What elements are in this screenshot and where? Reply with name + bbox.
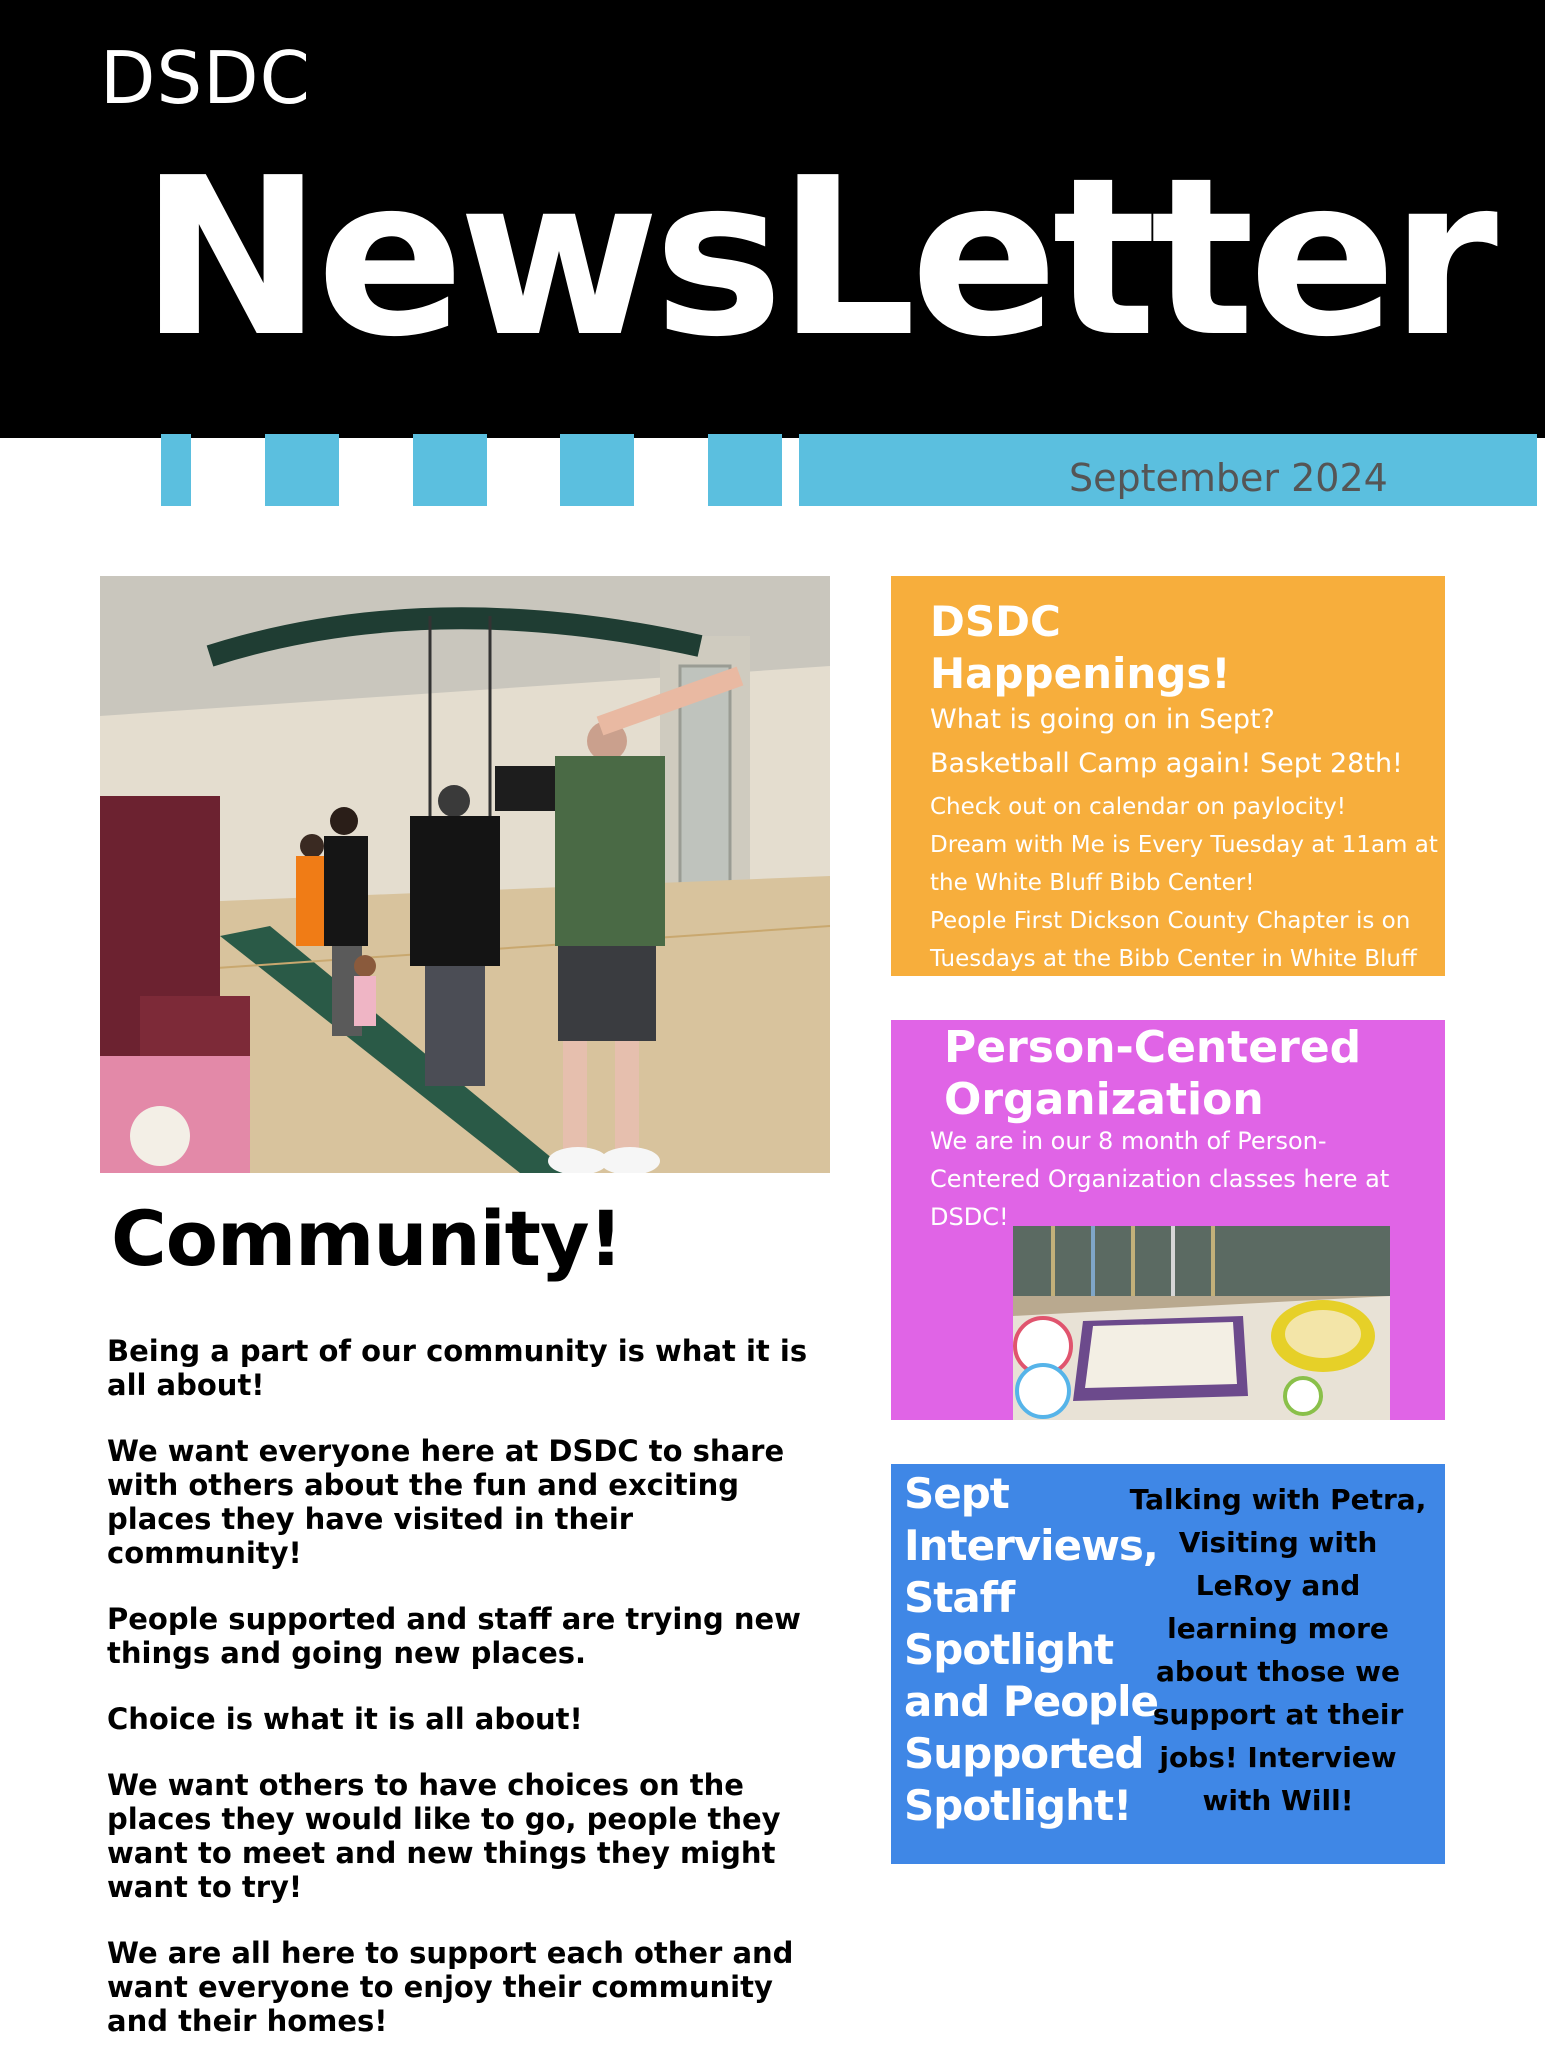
happenings-line: Basketball Camp again! Sept 28th! bbox=[930, 748, 1403, 779]
community-paragraph: Choice is what it is all about! bbox=[107, 1702, 583, 1736]
community-heading: Community! bbox=[111, 1194, 623, 1283]
cake-photo bbox=[1013, 1226, 1390, 1420]
community-gym-photo bbox=[100, 576, 830, 1173]
community-paragraph: We are all here to support each other and want everyone to enjoy their community and their homes! bbox=[107, 1936, 794, 2038]
date-band bbox=[799, 434, 1537, 506]
interviews-box bbox=[891, 1464, 1445, 1864]
decor-square bbox=[560, 434, 634, 506]
decor-square bbox=[161, 434, 191, 506]
community-paragraph: Being a part of our community is what it is all about! bbox=[107, 1334, 808, 1402]
happenings-heading-2: Happenings! bbox=[930, 649, 1231, 698]
interviews-text: Talking with Petra, Visiting with LeRoy and learning more about those we support at their jobs! Interview with Will! bbox=[1129, 1483, 1427, 1817]
community-paragraph: We want others to have choices on the places they would like to go, people they want to meet and new things they might want to try! bbox=[107, 1768, 781, 1904]
interviews-heading: Sept Interviews, Staff Spotlight and People Supported Spotlight! bbox=[904, 1469, 1158, 1830]
community-paragraph: People supported and staff are trying new things and going new places. bbox=[107, 1602, 801, 1670]
org-name: DSDC bbox=[100, 36, 311, 120]
decor-square bbox=[265, 434, 339, 506]
decor-square bbox=[708, 434, 782, 506]
happenings-line: People First Dickson County Chapter is on Tuesdays at the Bibb Center in White Bluff bbox=[930, 908, 1417, 972]
issue-date: September 2024 bbox=[1069, 456, 1388, 500]
person-centered-heading-1: Person-Centered bbox=[944, 1022, 1362, 1073]
community-body bbox=[107, 1334, 827, 2070]
person-centered-text: We are in our 8 month of Person-Centered Organization classes here at DSDC! bbox=[930, 1127, 1390, 1231]
happenings-line: What is going on in Sept? bbox=[930, 704, 1275, 735]
newsletter-title: NewsLetter bbox=[140, 132, 1492, 385]
person-centered-heading-2: Organization bbox=[944, 1074, 1264, 1125]
person-centered-box bbox=[891, 1020, 1445, 1420]
happenings-heading-1: DSDC bbox=[930, 597, 1061, 646]
community-paragraph: We want everyone here at DSDC to share with others about the fun and exciting places they have visited in their community! bbox=[107, 1434, 785, 1570]
happenings-line: Dream with Me is Every Tuesday at 11am at the White Bluff Bibb Center! bbox=[930, 832, 1438, 896]
masthead bbox=[0, 0, 1545, 438]
person-centered-heading bbox=[944, 1022, 1361, 1126]
happenings-line: Check out on calendar on paylocity! bbox=[930, 794, 1346, 820]
decor-square bbox=[413, 434, 487, 506]
happenings-box bbox=[891, 576, 1445, 976]
